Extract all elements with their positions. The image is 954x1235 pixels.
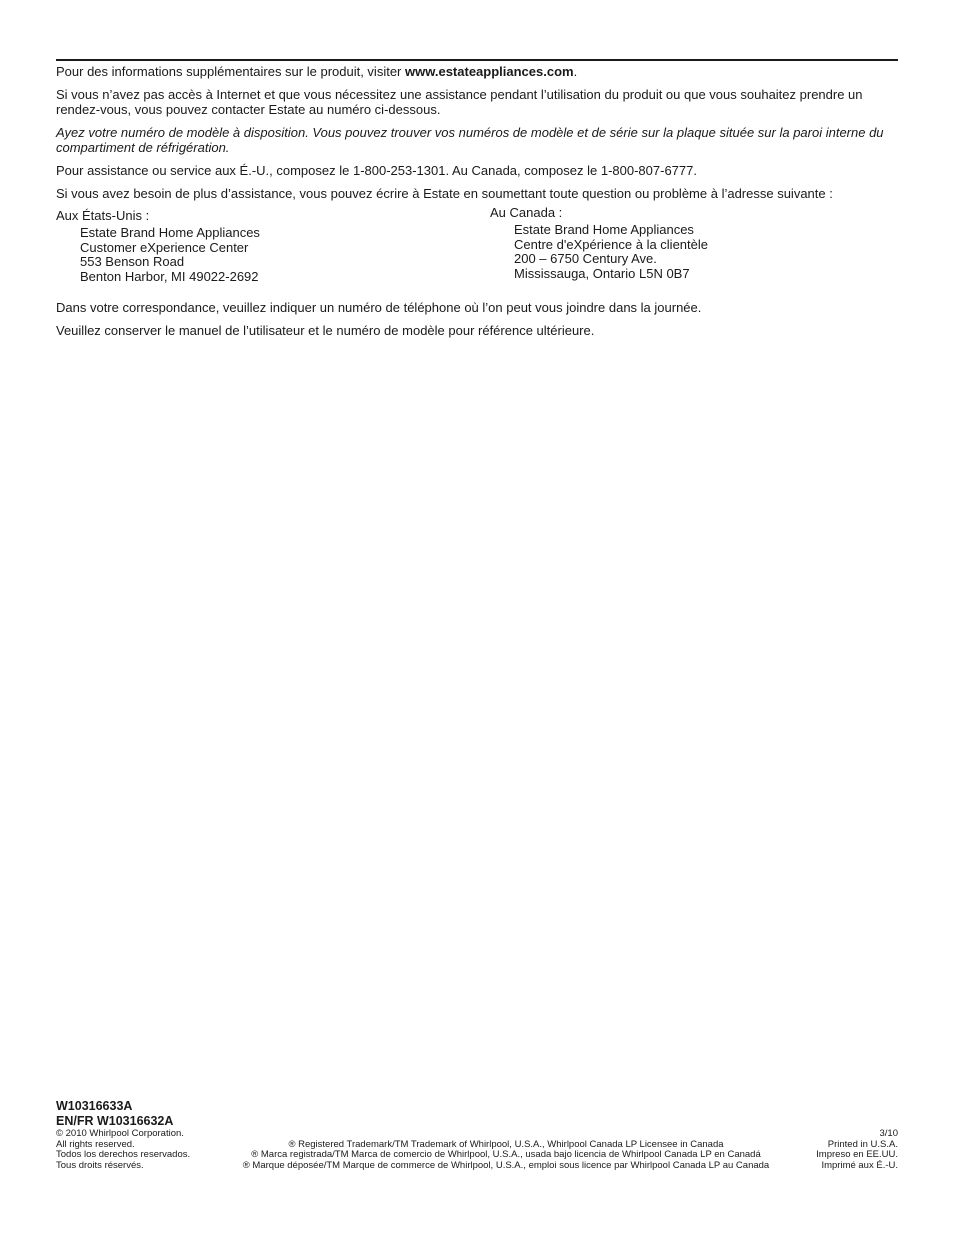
footer-right: Printed in U.S.A. [827,1138,898,1150]
write-to-paragraph: Si vous avez besoin de plus d’assistance, vous pouvez écrire à Estate en soumettant toute question ou problème à l’adresse suivante : [56,186,833,201]
footer-left: Tous droits réservés. [56,1159,144,1171]
footer-date: 3/10 [879,1128,898,1139]
addresses-block [56,205,902,293]
us-address-line: Benton Harbor, MI 49022-2692 [80,268,259,284]
canada-address-line: 200 – 6750 Century Ave. [514,251,657,266]
footer-row [56,1129,898,1140]
phone-assistance-paragraph: Pour assistance ou service aux É.-U., composez le 1-800-253-1301. Au Canada, composez le 1-800-807-6777. [56,163,697,178]
part-number-enfr: EN/FR W10316632A [56,1114,174,1128]
part-number: W10316633A [56,1099,133,1113]
us-address-line: Customer eXperience Center [80,239,249,255]
canada-address-line: Centre d'eXpérience à la clientèle [514,236,708,252]
visit-suffix: . [573,64,578,79]
us-address-line: 553 Benson Road [80,254,185,269]
keep-manual-paragraph: Veuillez conserver le manuel de l’utilisateur et le numéro de modèle pour référence ultérieure. [56,323,595,338]
footer-left: Todos los derechos reservados. [56,1149,191,1160]
footer-right: Impreso en EE.UU. [816,1149,898,1160]
page-content [56,64,902,346]
us-address-heading: Aux États-Unis : [56,208,150,223]
no-internet-paragraph: Si vous n’avez pas accès à Internet et que vous nécessitez une assistance pendant l’utilisation du produit ou que vous souhaitez prendre un rendez-vous, vous pouvez contacter Estate au numéro ci-dessous. [56,87,863,117]
footer-middle: ® Marque déposée/TM Marque de commerce de Whirlpool, U.S.A., emploi sous licence par Whirlpool Canada LP au Canada [242,1159,770,1171]
footer-left: All rights reserved. [56,1138,135,1150]
footer-middle: ® Registered Trademark/TM Trademark of Whirlpool, U.S.A., Whirlpool Canada LP Licensee in Canada [288,1138,724,1150]
footer-left: © 2010 Whirlpool Corporation. [56,1128,184,1139]
canada-address-heading: Au Canada : [490,205,563,220]
correspondence-paragraph: Dans votre correspondance, veuillez indiquer un numéro de téléphone où l’on peut vous joindre dans la journée. [56,300,702,315]
top-rule [56,59,898,61]
canada-address [490,205,708,281]
us-address [56,208,260,284]
footer [56,1099,898,1171]
canada-address-line: Mississauga, Ontario L5N 0B7 [514,265,690,281]
footer-row [56,1161,898,1172]
canada-address-line: Estate Brand Home Appliances [514,222,694,237]
us-address-line: Estate Brand Home Appliances [80,225,260,240]
product-info-paragraph [56,64,902,79]
footer-right: Imprimé aux É.-U. [821,1159,898,1171]
footer-row [56,1150,898,1161]
website-link[interactable]: www.estateappliances.com [405,64,574,79]
footer-middle: ® Marca registrada/TM Marca de comercio de Whirlpool, U.S.A., usada bajo licencia de Whirlpool Canada LP en Canadá [251,1149,761,1160]
model-number-note: Ayez votre numéro de modèle à disposition. Vous pouvez trouver vos numéros de modèle et de série sur la plaque située sur la paroi interne du compartiment de réfrigération. [56,125,884,155]
us-address-lines [80,226,260,284]
canada-address-lines [514,223,708,281]
visit-prefix: Pour des informations supplémentaires sur le produit, visiter [56,64,405,79]
